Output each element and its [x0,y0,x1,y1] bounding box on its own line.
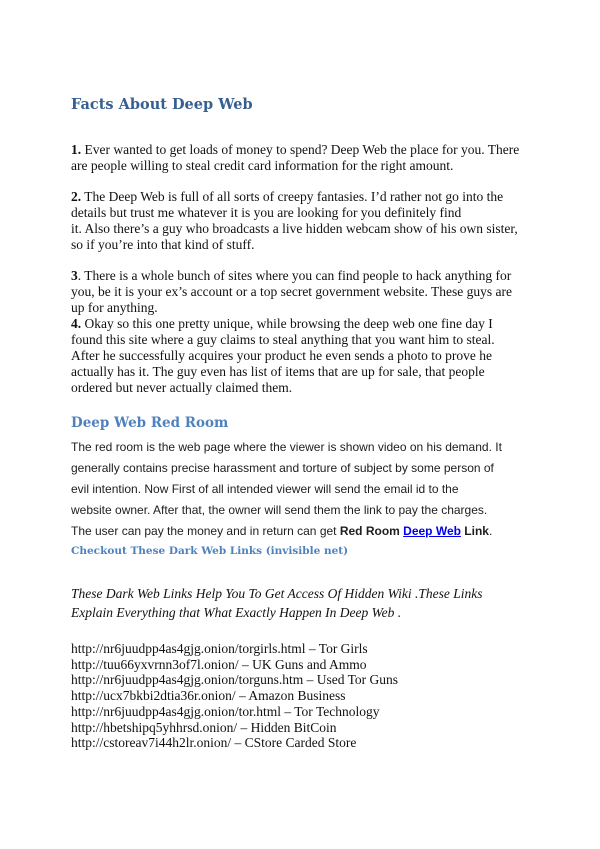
text-run: found this site where a guy claims to steal anything that you want him to steal. [71,332,495,347]
text-run: Ever wanted to get loads of money to spend? Deep Web the place for you. There [81,142,520,157]
red-room-paragraph [71,437,563,542]
text-run: 1. [71,142,82,157]
text-run: ordered but never actually claimed them. [71,380,293,395]
text-run: 3 [71,268,78,283]
links-intro-paragraph [71,584,563,622]
onion-link-line: http://nr6juudpp4as4gjg.onion/tor.html – Tor Technology [71,703,380,719]
text-run: Red Room [339,524,404,538]
checkout-links-heading: Checkout These Dark Web Links (invisible net) [71,545,349,557]
onion-link-line: http://nr6juudpp4as4gjg.onion/torguns.htm – Used Tor Guns [71,672,399,688]
text-run: evil intention. Now First of all intended viewer will send the email id to the [71,482,459,496]
onion-link-line: http://cstoreav7i44h2lr.onion/ – CStore Carded Store [71,735,357,751]
text-run: These Dark Web Links Help You To Get Access Of Hidden Wiki .These Links [71,586,483,601]
text-run: are people willing to steal credit card information for the right amount. [71,158,454,173]
onion-links-list [71,641,563,751]
text-run: generally contains precise harassment and torture of subject by some person of [71,461,494,475]
text-run: After he successfully acquires your product he even sends a photo to prove he [71,348,492,363]
text-run: Okay so this one pretty unique, while browsing the deep web one fine day I [81,316,493,331]
text-run: Link [460,524,489,538]
onion-link-line: http://ucx7bkbi2dtia36r.onion/ – Amazon Business [71,688,346,704]
red-room-deep-web-link[interactable]: Deep Web [403,524,461,538]
text-run: 4. [71,316,82,331]
red-room-heading: Deep Web Red Room [71,415,229,431]
fact-paragraph-2 [71,189,563,253]
text-run: . [488,524,493,538]
onion-link-line: http://nr6juudpp4as4gjg.onion/torgirls.html – Tor Girls [71,641,368,656]
text-run: you, be it is your ex’s account or a top secret government website. These guys are [71,284,512,299]
fact-paragraph-1 [71,142,563,174]
onion-link-line: http://tuu66yxvrnn3of7l.onion/ – UK Guns and Ammo [71,656,367,672]
text-run: it. Also there’s a guy who broadcasts a live hidden webcam show of his own sister, [71,221,518,236]
text-run: . There is a whole bunch of sites where you can find people to hack anything for [77,268,512,283]
text-run: so if you’re into that kind of stuff. [71,237,255,252]
text-run: actually has it. The guy even has list of items that are up for sale, that people [71,364,485,379]
text-run: details but trust me whatever it is you are looking for you definitely find [71,205,462,220]
text-run: The red room is the web page where the viewer is shown video on his demand. It [71,440,502,454]
text-run: website owner. After that, the owner will send them the link to pay the charges. [71,503,488,517]
text-run: up for anything. [71,300,158,315]
document-title-heading: Facts About Deep Web [71,96,253,113]
document-content [71,97,563,751]
text-run: The user can pay the money and in return can get [71,524,340,538]
text-run: The Deep Web is full of all sorts of creepy fantasies. I’d rather not go into the [81,189,504,204]
fact-paragraph-4 [71,316,563,396]
text-run: 2. [71,189,82,204]
text-run: Explain Everything that What Exactly Happen In Deep Web . [71,605,402,620]
fact-paragraph-3 [71,268,563,316]
onion-link-line: http://hbetshipq5yhhrsd.onion/ – Hidden BitCoin [71,719,337,735]
